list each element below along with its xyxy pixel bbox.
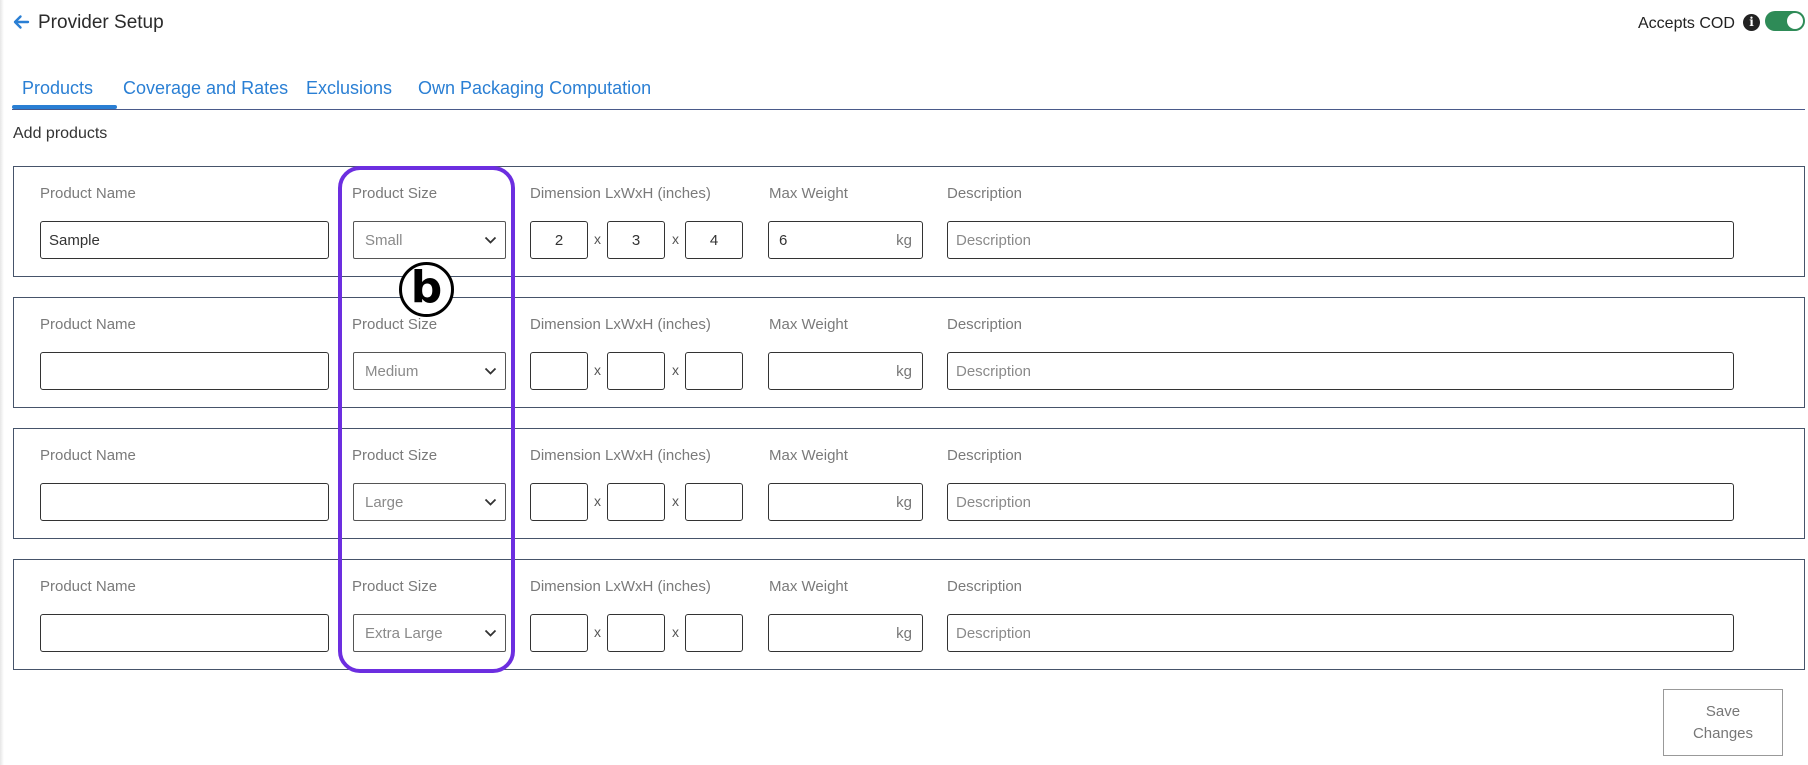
length-input[interactable] (530, 483, 588, 521)
product-name-input[interactable] (40, 221, 329, 259)
dimension-separator: x (594, 231, 601, 247)
weight-unit: kg (896, 625, 912, 642)
weight-unit: kg (896, 494, 912, 511)
toggle-knob (1787, 13, 1803, 29)
product-size-value: Extra Large (365, 625, 443, 642)
product-name-input[interactable] (40, 483, 329, 521)
product-name-input[interactable] (40, 352, 329, 390)
dimension-label: Dimension LxWxH (inches) (530, 316, 711, 333)
max-weight-input[interactable] (769, 484, 889, 520)
dimension-separator: x (672, 493, 679, 509)
product-size-label: Product Size (352, 185, 438, 202)
max-weight-label: Max Weight (769, 447, 848, 464)
max-weight-input[interactable] (769, 615, 889, 651)
height-input[interactable] (685, 483, 743, 521)
width-input[interactable] (607, 483, 665, 521)
dimension-label: Dimension LxWxH (inches) (530, 578, 711, 595)
max-weight-label: Max Weight (769, 185, 848, 202)
page-title: Provider Setup (38, 12, 164, 33)
accepts-cod-label: Accepts COD (1638, 15, 1735, 32)
accepts-cod-toggle[interactable] (1765, 11, 1805, 31)
height-input[interactable] (685, 352, 743, 390)
description-label: Description (947, 447, 1023, 464)
product-row (13, 297, 1805, 408)
product-row (13, 559, 1805, 670)
description-input[interactable] (947, 352, 1734, 390)
product-size-value: Medium (365, 363, 419, 380)
max-weight-field (768, 221, 923, 259)
product-name-label: Product Name (40, 185, 136, 202)
product-row (13, 428, 1805, 539)
annotation-badge: b (399, 262, 454, 317)
dimension-separator: x (672, 231, 679, 247)
dimension-separator: x (594, 493, 601, 509)
height-input[interactable] (685, 614, 743, 652)
tab-bar (12, 72, 1805, 110)
max-weight-field (768, 483, 923, 521)
width-input[interactable] (607, 221, 665, 259)
product-name-label: Product Name (40, 447, 136, 464)
product-size-column-highlight (338, 166, 515, 673)
length-input[interactable] (530, 352, 588, 390)
length-input[interactable] (530, 614, 588, 652)
tab-exclusions[interactable]: Exclusions (306, 78, 393, 98)
dimension-label: Dimension LxWxH (inches) (530, 185, 711, 202)
window-edge-shadow (0, 0, 4, 765)
dimension-separator: x (594, 624, 601, 640)
product-name-label: Product Name (40, 578, 136, 595)
product-size-label: Product Size (352, 316, 438, 333)
length-input[interactable] (530, 221, 588, 259)
width-input[interactable] (607, 614, 665, 652)
max-weight-input[interactable] (769, 222, 889, 258)
max-weight-field (768, 614, 923, 652)
description-input[interactable] (947, 614, 1734, 652)
max-weight-input[interactable] (769, 353, 889, 389)
product-size-label: Product Size (352, 578, 438, 595)
max-weight-label: Max Weight (769, 578, 848, 595)
description-label: Description (947, 578, 1023, 595)
max-weight-label: Max Weight (769, 316, 848, 333)
product-row (13, 166, 1805, 277)
save-changes-button[interactable]: Save Changes (1663, 689, 1783, 756)
description-input[interactable] (947, 483, 1734, 521)
info-icon[interactable]: i (1743, 14, 1760, 31)
product-size-value: Small (365, 232, 403, 249)
dimension-separator: x (594, 362, 601, 378)
max-weight-field (768, 352, 923, 390)
product-size-label: Product Size (352, 447, 438, 464)
description-input[interactable] (947, 221, 1734, 259)
active-tab-indicator (12, 105, 117, 109)
back-arrow-icon[interactable] (12, 13, 30, 31)
tab-products[interactable]: Products (22, 78, 94, 98)
tab-own-packaging-computation[interactable]: Own Packaging Computation (418, 78, 652, 98)
weight-unit: kg (896, 363, 912, 380)
description-label: Description (947, 316, 1023, 333)
product-size-value: Large (365, 494, 404, 511)
dimension-separator: x (672, 362, 679, 378)
product-name-label: Product Name (40, 316, 136, 333)
product-name-input[interactable] (40, 614, 329, 652)
dimension-separator: x (672, 624, 679, 640)
weight-unit: kg (896, 232, 912, 249)
dimension-label: Dimension LxWxH (inches) (530, 447, 711, 464)
description-label: Description (947, 185, 1023, 202)
width-input[interactable] (607, 352, 665, 390)
height-input[interactable] (685, 221, 743, 259)
tab-coverage-and-rates[interactable]: Coverage and Rates (123, 78, 289, 98)
section-title: Add products (13, 125, 108, 142)
